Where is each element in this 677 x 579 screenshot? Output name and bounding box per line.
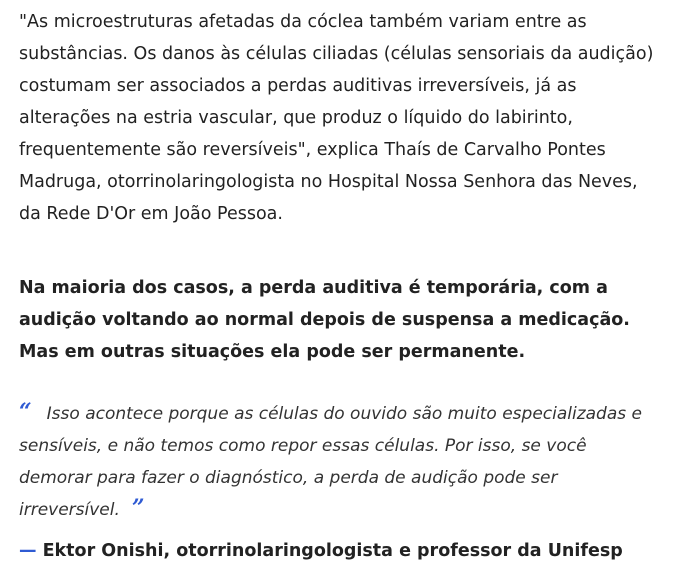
- paragraph-highlight: Na maioria dos casos, a perda auditiva é temporária, com a audição voltando ao normal depois de suspensa a medicação. Mas em outras situações ela pode ser permanente.: [19, 278, 630, 362]
- attribution-text: Ektor Onishi, otorrinolaringologista e professor da Unifesp: [42, 541, 623, 561]
- attribution-dash: —: [19, 541, 37, 561]
- close-quote-icon: ”: [131, 495, 146, 521]
- quote-attribution: [19, 536, 623, 566]
- pull-quote: [19, 398, 664, 526]
- pull-quote-text: Isso acontece porque as células do ouvido são muito especializadas e sensíveis, e não temos como repor essas células. Por isso, se você demorar para fazer o diagnóstico, a perda de audição pode ser irreversível.: [19, 404, 642, 520]
- paragraph-quote-explanation: "As microestruturas afetadas da cóclea também variam entre as substâncias. Os danos às células ciliadas (células sensoriais da audição) costumam ser associados a perdas auditivas irreversíveis, já as alterações na estria vascular, que produz o líquido do labirinto, frequentemente são reversíveis", explica Thaís de Carvalho Pontes Madruga, otorrinolaringologista no Hospital Nossa Senhora das Neves, da Rede D'Or em João Pessoa.: [19, 12, 654, 224]
- open-quote-icon: “: [19, 399, 33, 425]
